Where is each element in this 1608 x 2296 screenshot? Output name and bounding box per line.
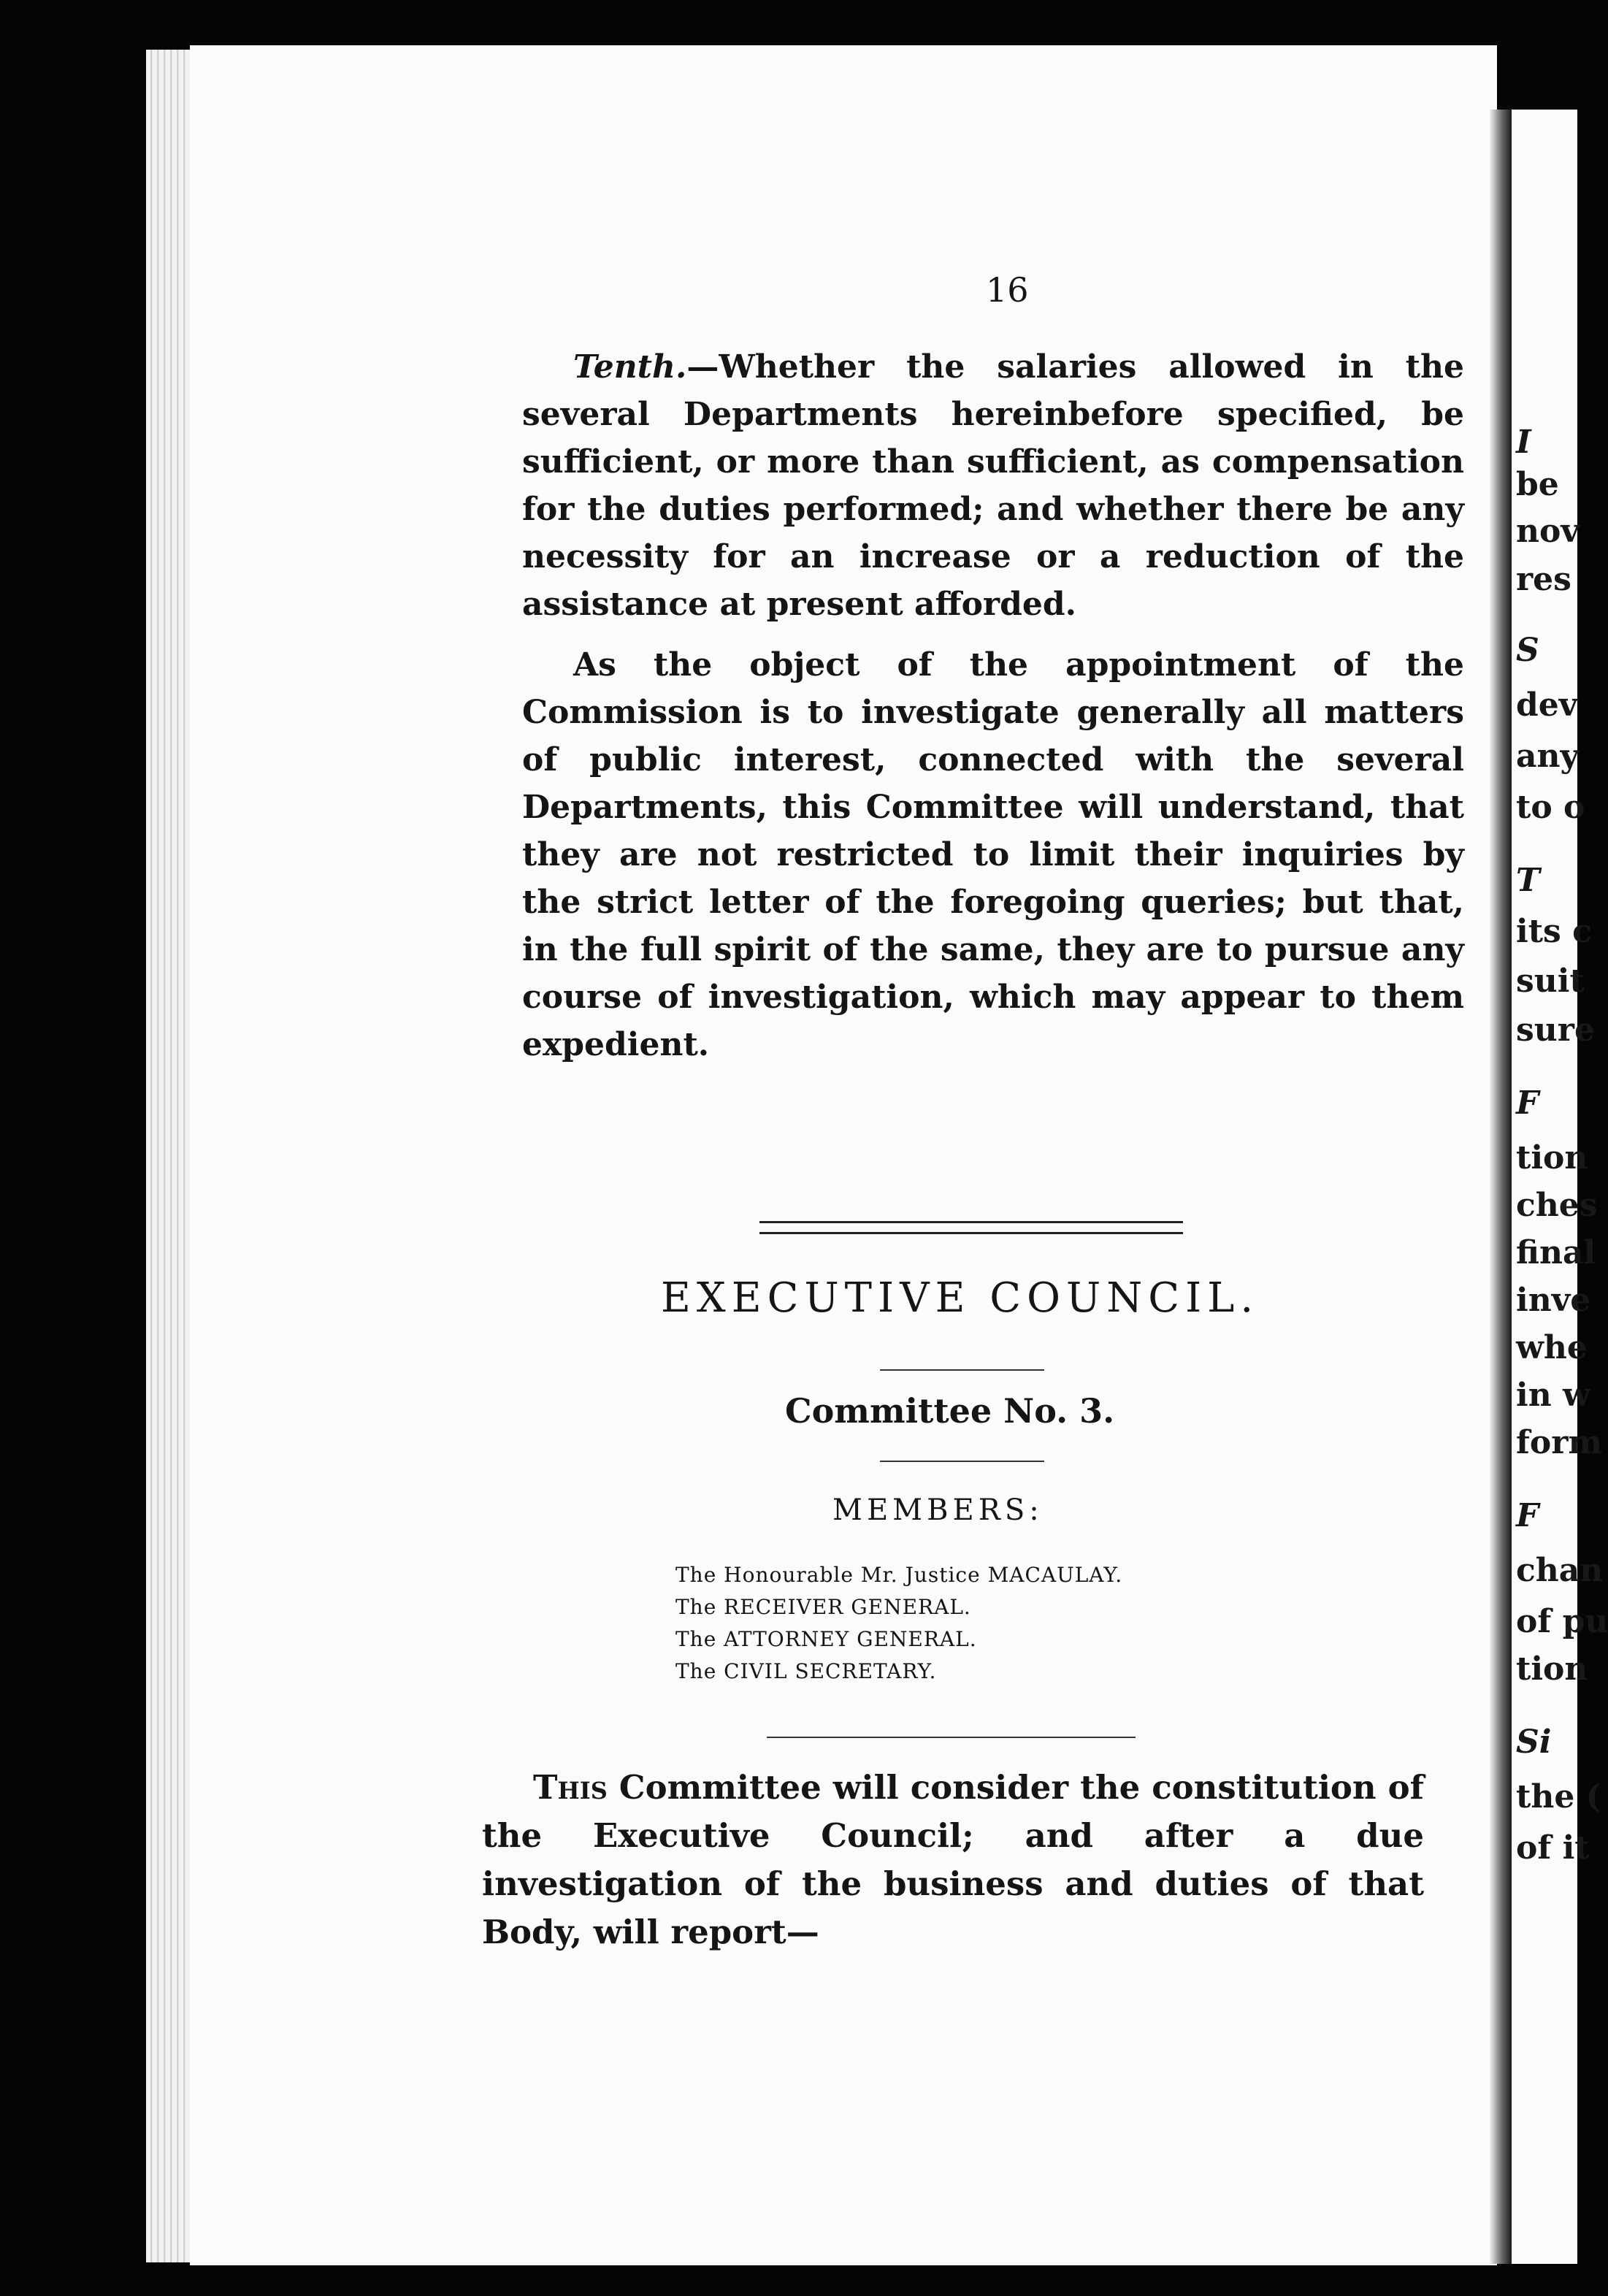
facing-page-fragment: whe [1516,1329,1588,1366]
facing-page [1512,110,1608,2264]
page-number: 16 [986,270,1029,310]
paragraph-text: Committee will consider the constitution of the Executive Council; and after a due investigation of the business and duties of that Body, will report— [482,1768,1424,1951]
facing-page-fragment: in w [1516,1377,1590,1414]
facing-page-fragment: sure [1516,1011,1595,1049]
rule-divider [880,1461,1044,1462]
facing-page-fragment: T [1516,862,1540,899]
members-label: MEMBERS: [832,1493,1044,1527]
facing-page-fragment: F [1516,1497,1539,1534]
member-item: The RECEIVER GENERAL. [675,1595,971,1619]
facing-page-fragment: tion [1516,1650,1588,1688]
section-title: EXECUTIVE COUNCIL. [661,1274,1260,1322]
facing-page-fragment: of it [1516,1829,1590,1867]
paragraph-executive-council [482,1764,1424,1956]
rule-divider [767,1737,1136,1738]
paragraph-tenth [522,343,1464,628]
paragraph-text: —Whether the salaries allowed in the several Departments hereinbefore specified, be sufficient, or more than sufficient, as compensation for the duties performed; and whether there be any necessity for an increase or a reduction of the assistance at present afforded. [522,348,1464,623]
member-list [675,1559,1122,1688]
paragraph-lead: This [533,1768,608,1807]
facing-page-fragment: S [1516,632,1539,669]
facing-page-fragment: any [1516,738,1580,775]
paragraph-text: As the object of the appointment of the Commission is to investigate generally all matters of public interest, connected with the several Departments, this Committee will understand, that they are not restricted to limit their inquiries by the strict letter of the foregoing queries; but that, in the full spirit of the same, they are to pursue any course of investigation, which may appear to them expedient. [522,646,1464,1063]
book-gutter [1490,110,1512,2264]
facing-page-fragment: tion [1516,1139,1588,1176]
facing-page-fragment: I [1516,424,1531,461]
member-item: The ATTORNEY GENERAL. [675,1627,977,1651]
facing-page-fragment: be [1516,466,1559,503]
rule-divider [880,1369,1044,1371]
facing-page-fragment: res [1516,561,1571,598]
double-rule-divider [759,1221,1183,1234]
facing-page-fragment: suit [1516,963,1585,1000]
facing-page-fragment: ches [1516,1187,1598,1224]
facing-page-fragment: to o [1516,789,1585,826]
facing-page-fragment: nov [1516,513,1580,550]
facing-page-fragment: of pu [1516,1603,1608,1640]
facing-page-fragment: the ( [1516,1778,1601,1815]
paragraph-lead: Tenth. [573,348,687,386]
facing-page-fragment: inve [1516,1282,1591,1319]
closing-text [482,1764,1424,1956]
paragraph-commission-object [522,641,1464,1068]
facing-page-fragment: dev [1516,686,1578,724]
member-item: The Honourable Mr. Justice MACAULAY. [675,1563,1123,1587]
member-item: The CIVIL SECRETARY. [675,1659,937,1683]
facing-page-fragment: F [1516,1084,1539,1122]
facing-page-fragment: final [1516,1234,1596,1271]
facing-page-fragment: form [1516,1424,1603,1461]
facing-page-fragment: chan [1516,1552,1604,1589]
facing-page-fragment: its c [1516,913,1592,950]
body-text [522,343,1464,1068]
facing-page-fragment: Si [1516,1723,1552,1761]
committee-heading: Committee No. 3. [785,1391,1115,1431]
